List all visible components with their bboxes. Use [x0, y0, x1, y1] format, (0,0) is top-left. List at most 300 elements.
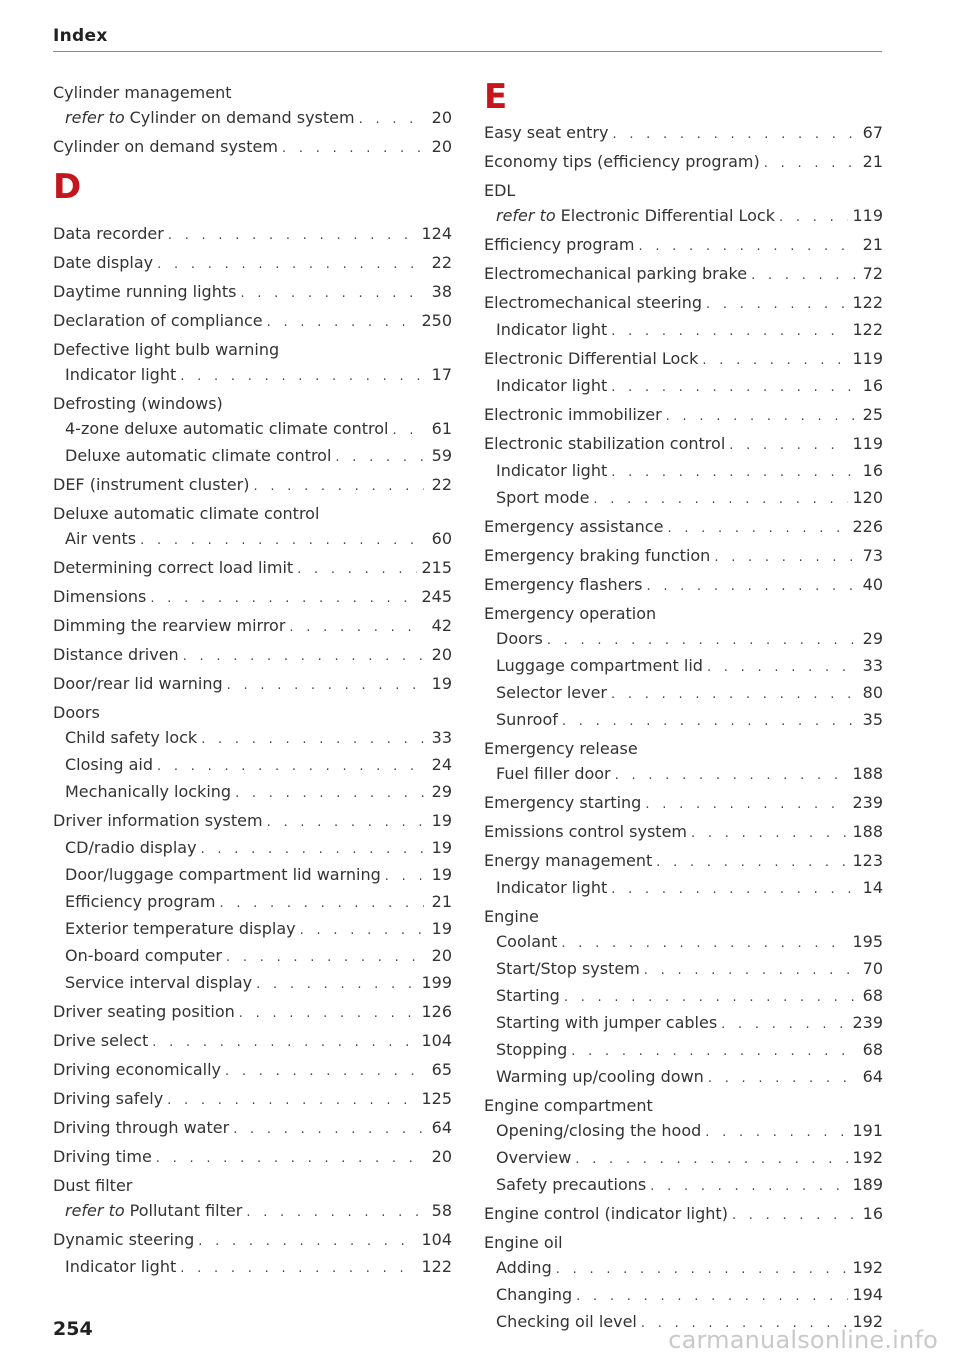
dot-leader [246, 1200, 424, 1225]
page-reference: 22 [431, 475, 452, 494]
entry-label [53, 308, 263, 333]
index-entry [484, 290, 883, 317]
index-entry [53, 221, 452, 248]
dot-leader [691, 821, 848, 846]
dot-leader [140, 528, 424, 553]
page-reference: 192 [852, 1258, 883, 1277]
index-subentry [484, 317, 883, 344]
page-number: 254 [53, 1318, 93, 1340]
dot-leader [575, 1147, 848, 1172]
section-letter-e: E [484, 77, 508, 117]
index-entry [53, 1028, 452, 1055]
page-reference: 20 [431, 137, 452, 156]
entry-text: 4-zone deluxe automatic climate control [65, 419, 389, 438]
entry-text: Electromechanical parking brake [484, 264, 748, 283]
page-reference: 22 [431, 253, 452, 272]
page-reference: 126 [421, 1002, 452, 1021]
index-column-left [53, 78, 452, 1281]
page-reference: 60 [431, 529, 452, 548]
entry-text: Door/luggage compartment lid warning [65, 865, 381, 884]
index-subentry [484, 1064, 883, 1091]
index-heading: EDL [484, 181, 516, 200]
dot-leader [611, 460, 855, 485]
index-heading: Engine oil [484, 1233, 563, 1252]
entry-text: Emergency starting [484, 793, 642, 812]
dot-leader [705, 1120, 848, 1145]
entry-text: DEF (instrument cluster) [53, 475, 250, 494]
page-reference: 104 [421, 1230, 452, 1249]
dot-leader [201, 837, 424, 862]
entry-text: Daytime running lights [53, 282, 237, 301]
index-subentry [484, 983, 883, 1010]
index-entry [53, 1144, 452, 1171]
entry-label [65, 443, 331, 468]
entry-text: Date display [53, 253, 154, 272]
entry-label [65, 970, 252, 995]
entry-label [496, 1118, 701, 1143]
dot-leader [239, 1001, 418, 1026]
entry-label [65, 943, 222, 968]
dot-leader [201, 727, 424, 752]
index-entry [484, 149, 883, 176]
dot-leader [225, 1059, 424, 1084]
index-subentry [484, 1037, 883, 1064]
dot-leader [289, 615, 424, 640]
entry-label [496, 761, 611, 786]
page-reference: 19 [431, 811, 452, 830]
dot-leader [392, 418, 424, 443]
entry-label [484, 819, 687, 844]
entry-label [496, 317, 607, 342]
index-entry [53, 642, 452, 669]
dot-leader [571, 1039, 855, 1064]
entry-label [496, 1309, 637, 1334]
dot-leader [561, 931, 848, 956]
entry-text: Data recorder [53, 224, 164, 243]
index-heading: Defrosting (windows) [53, 394, 223, 413]
entry-text: Efficiency program [484, 235, 635, 254]
entry-label [53, 1115, 229, 1140]
entry-label [65, 1254, 176, 1279]
page-reference: 21 [862, 152, 883, 171]
index-entry [53, 671, 452, 698]
index-subentry [53, 1198, 452, 1225]
entry-label [496, 956, 640, 981]
dot-leader [335, 445, 424, 470]
index-entry [484, 120, 883, 147]
entry-text: Coolant [496, 932, 558, 951]
dot-leader [157, 754, 424, 779]
page-reference: 40 [862, 575, 883, 594]
index-entry [53, 999, 452, 1026]
dot-leader [611, 375, 855, 400]
page-reference: 188 [852, 764, 883, 783]
entry-label [496, 983, 560, 1008]
index-subentry [53, 105, 452, 132]
entry-text: Driver seating position [53, 1002, 235, 1021]
entry-text: Deluxe automatic climate control [65, 446, 332, 465]
entry-text: Driving time [53, 1147, 152, 1166]
entry-label [484, 346, 698, 371]
dot-leader [556, 1257, 849, 1282]
page-reference: 61 [431, 419, 452, 438]
dot-leader [156, 1146, 424, 1171]
index-subentry [53, 862, 452, 889]
page-reference: 19 [431, 674, 452, 693]
index-subentry [484, 929, 883, 956]
entry-label [65, 1198, 242, 1223]
entry-label [496, 485, 589, 510]
entry-text: Adding [496, 1258, 552, 1277]
index-heading: Engine compartment [484, 1096, 653, 1115]
entry-label [496, 1037, 567, 1062]
page-reference: 33 [431, 728, 452, 747]
index-heading: Cylinder management [53, 83, 232, 102]
page-reference: 25 [862, 405, 883, 424]
entry-label [484, 149, 760, 174]
cross-reference-prefix: refer to [65, 1201, 125, 1220]
page-reference: 20 [431, 645, 452, 664]
watermark: carmanualsonline.info [668, 1326, 938, 1354]
entry-label [65, 416, 388, 441]
dot-leader [721, 1012, 848, 1037]
index-subentry [53, 526, 452, 553]
dot-leader [638, 234, 855, 259]
dot-leader [729, 433, 848, 458]
dot-leader [219, 891, 424, 916]
entry-label [496, 875, 607, 900]
entry-label [65, 526, 136, 551]
dot-leader [253, 474, 424, 499]
page-reference: 59 [431, 446, 452, 465]
entry-label [496, 203, 775, 228]
entry-text: Closing aid [65, 755, 153, 774]
entry-text: Driving through water [53, 1118, 230, 1137]
entry-text: Economy tips (efficiency program) [484, 152, 760, 171]
dot-leader [714, 545, 855, 570]
dot-leader [666, 404, 855, 429]
index-subentry [484, 485, 883, 512]
entry-text: Air vents [65, 529, 137, 548]
entry-text: Emergency flashers [484, 575, 643, 594]
page-reference: 191 [852, 1121, 883, 1140]
page-reference: 29 [431, 782, 452, 801]
entry-text: Doors [496, 629, 543, 648]
page-reference: 67 [862, 123, 883, 142]
page-reference: 21 [431, 892, 452, 911]
index-entry [53, 584, 452, 611]
entry-text: Driving economically [53, 1060, 221, 1079]
entry-text: Distance driven [53, 645, 179, 664]
page-reference: 64 [862, 1067, 883, 1086]
entry-label [496, 653, 703, 678]
entry-text: Door/rear lid warning [53, 674, 223, 693]
entry-label [484, 514, 663, 539]
entry-text: Start/Stop system [496, 959, 640, 978]
page-reference: 124 [421, 224, 452, 243]
page-reference: 122 [421, 1257, 452, 1276]
entry-text: Luggage compartment lid [496, 656, 703, 675]
index-entry [484, 572, 883, 599]
page-reference: 226 [852, 517, 883, 536]
entry-text: Emergency assistance [484, 517, 664, 536]
entry-label [53, 1227, 194, 1252]
entry-label [53, 584, 146, 609]
dot-leader [180, 1256, 417, 1281]
index-subentry [53, 1254, 452, 1281]
index-column-right [484, 75, 883, 1336]
page-reference: 64 [431, 1118, 452, 1137]
entry-text: Dimming the rearview mirror [53, 616, 286, 635]
entry-label [53, 279, 236, 304]
index-entry [53, 555, 452, 582]
index-entry [53, 1086, 452, 1113]
dot-leader [779, 205, 848, 230]
index-heading: Doors [53, 703, 100, 722]
dot-leader [611, 877, 855, 902]
entry-label [496, 626, 543, 651]
index-entry [484, 543, 883, 570]
index-subentry [484, 1282, 883, 1309]
page-reference: 73 [862, 546, 883, 565]
dot-leader [359, 107, 424, 132]
dot-leader [611, 682, 855, 707]
entry-text: Sport mode [496, 488, 590, 507]
page-reference: 35 [862, 710, 883, 729]
entry-label [496, 1010, 717, 1035]
index-entry [53, 308, 452, 335]
entry-label [53, 250, 153, 275]
dot-leader [702, 348, 848, 373]
entry-text: Engine control (indicator light) [484, 1204, 728, 1223]
dot-leader [167, 1088, 417, 1113]
entry-label [65, 752, 153, 777]
index-entry [484, 232, 883, 259]
index-subentry [484, 653, 883, 680]
entry-label [53, 1144, 152, 1169]
entry-label [496, 1145, 571, 1170]
entry-text: Warming up/cooling down [496, 1067, 704, 1086]
entry-text: Mechanically locking [65, 782, 232, 801]
entry-text: Changing [496, 1285, 573, 1304]
index-entry [484, 261, 883, 288]
index-subentry [484, 707, 883, 734]
page-reference: 42 [431, 616, 452, 635]
dot-leader [562, 709, 855, 734]
dot-leader [256, 972, 417, 997]
index-entry [484, 514, 883, 541]
entry-text: Starting [496, 986, 560, 1005]
dot-leader [235, 781, 424, 806]
page-reference: 195 [852, 932, 883, 951]
entry-label [65, 105, 355, 130]
dot-leader [233, 1117, 424, 1142]
entry-label [484, 120, 608, 145]
dot-leader [576, 1284, 848, 1309]
entry-text: Selector lever [496, 683, 607, 702]
index-subentry [53, 970, 452, 997]
page-reference: 72 [862, 264, 883, 283]
entry-label [496, 1282, 572, 1307]
index-subentry [484, 761, 883, 788]
entry-label [484, 543, 710, 568]
page-reference: 199 [421, 973, 452, 992]
page-reference: 119 [852, 434, 883, 453]
dot-leader [667, 516, 848, 541]
entry-text: Dynamic steering [53, 1230, 195, 1249]
index-entry [484, 848, 883, 875]
page-reference: 119 [852, 349, 883, 368]
entry-label [496, 373, 607, 398]
entry-text: Electronic immobilizer [484, 405, 662, 424]
entry-text: Checking oil level [496, 1312, 637, 1331]
index-subentry [484, 956, 883, 983]
page-reference: 68 [862, 1040, 883, 1059]
entry-text: Sunroof [496, 710, 558, 729]
index-subentry [484, 875, 883, 902]
page-reference: 20 [431, 946, 452, 965]
cross-reference-prefix: refer to [65, 108, 125, 127]
index-subentry [484, 626, 883, 653]
dot-leader [615, 763, 849, 788]
page-reference: 29 [862, 629, 883, 648]
page-reference: 16 [862, 461, 883, 480]
index-entry [53, 472, 452, 499]
dot-leader [183, 644, 424, 669]
page-reference: 65 [431, 1060, 452, 1079]
entry-label [484, 848, 652, 873]
entry-text: Emissions control system [484, 822, 687, 841]
entry-text: Stopping [496, 1040, 568, 1059]
dot-leader [267, 810, 424, 835]
entry-text: Exterior temperature display [65, 919, 296, 938]
index-heading: Defective light bulb warning [53, 340, 280, 359]
entry-label [484, 790, 641, 815]
index-entry [484, 431, 883, 458]
page-reference: 38 [431, 282, 452, 301]
entry-label [484, 290, 702, 315]
entry-text: Dimensions [53, 587, 147, 606]
dot-leader [385, 864, 424, 889]
entry-text: On-board computer [65, 946, 222, 965]
dot-leader [645, 792, 848, 817]
dot-leader [646, 574, 855, 599]
index-subentry [53, 835, 452, 862]
dot-leader [656, 850, 848, 875]
dot-leader [282, 136, 424, 161]
entry-text: Electromechanical steering [484, 293, 702, 312]
entry-label [65, 725, 197, 750]
entry-label [496, 1064, 704, 1089]
page-reference: 122 [852, 293, 883, 312]
entry-label [496, 707, 558, 732]
entry-text: Child safety lock [65, 728, 198, 747]
section-letter-d: D [53, 167, 82, 207]
index-entry [53, 613, 452, 640]
header-divider [53, 51, 882, 52]
entry-text: Indicator light [65, 365, 177, 384]
dot-leader [267, 310, 418, 335]
dot-leader [764, 151, 855, 176]
entry-label [65, 362, 176, 387]
index-subentry [484, 1255, 883, 1282]
dot-leader [227, 673, 424, 698]
page-reference: 19 [431, 838, 452, 857]
index-heading: Emergency operation [484, 604, 657, 623]
index-subentry [484, 1010, 883, 1037]
entry-label [65, 835, 197, 860]
page-reference: 20 [431, 108, 452, 127]
entry-text: Cylinder on demand system [129, 108, 355, 127]
entry-text: Emergency braking function [484, 546, 711, 565]
entry-label [65, 889, 215, 914]
entry-label [65, 862, 381, 887]
dot-leader [650, 1174, 848, 1199]
page-reference: 120 [852, 488, 883, 507]
index-subentry [484, 680, 883, 707]
dot-leader [593, 487, 848, 512]
entry-text: Determining correct load limit [53, 558, 294, 577]
entry-text: Pollutant filter [129, 1201, 243, 1220]
entry-label [53, 134, 278, 159]
entry-text: Cylinder on demand system [53, 137, 278, 156]
page-reference: 104 [421, 1031, 452, 1050]
index-subentry [53, 779, 452, 806]
index-subentry [484, 458, 883, 485]
entry-label [496, 1255, 552, 1280]
dot-leader [168, 223, 418, 248]
page-reference: 123 [852, 851, 883, 870]
page-reference: 19 [431, 865, 452, 884]
entry-label [496, 458, 607, 483]
entry-label [53, 472, 249, 497]
index-entry [53, 1115, 452, 1142]
entry-text: Driving safely [53, 1089, 164, 1108]
index-heading: Deluxe automatic climate control [53, 504, 320, 523]
page-reference: 245 [421, 587, 452, 606]
entry-label [496, 1172, 646, 1197]
dot-leader [240, 281, 424, 306]
entry-text: Overview [496, 1148, 572, 1167]
dot-leader [707, 655, 855, 680]
dot-leader [157, 252, 424, 277]
dot-leader [198, 1229, 417, 1254]
entry-label [484, 402, 662, 427]
page-reference: 20 [431, 1147, 452, 1166]
entry-label [53, 1086, 163, 1111]
left-pre-entries [53, 80, 452, 161]
page-reference: 250 [421, 311, 452, 330]
index-subentry [53, 725, 452, 752]
index-subentry [53, 916, 452, 943]
entry-text: Drive select [53, 1031, 149, 1050]
page-reference: 189 [852, 1175, 883, 1194]
entry-text: Fuel filler door [496, 764, 611, 783]
page-reference: 215 [421, 558, 452, 577]
index-subentry [53, 889, 452, 916]
index-subentry [484, 1145, 883, 1172]
index-heading: Emergency release [484, 739, 638, 758]
entry-text: Indicator light [496, 320, 608, 339]
index-entry [484, 346, 883, 373]
dot-leader [644, 958, 855, 983]
entry-label [53, 1028, 148, 1053]
page-reference: 14 [862, 878, 883, 897]
index-entry [53, 808, 452, 835]
entry-label [484, 1201, 728, 1226]
index-subentry [484, 1118, 883, 1145]
entry-label [484, 431, 725, 456]
